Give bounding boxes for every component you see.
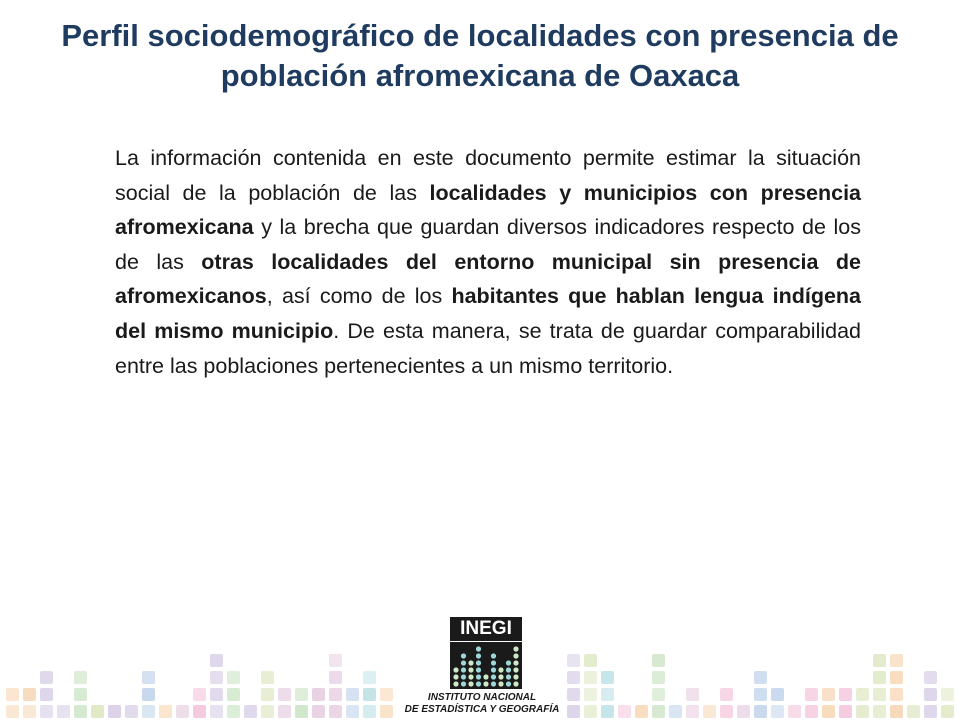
decorative-square — [771, 705, 784, 718]
decorative-square — [873, 671, 886, 684]
decorative-square — [363, 688, 376, 701]
decorative-square — [822, 705, 835, 718]
decorative-square — [890, 688, 903, 701]
decorative-square — [618, 705, 631, 718]
decorative-square — [329, 688, 342, 701]
decorative-square — [74, 688, 87, 701]
decorative-square — [720, 705, 733, 718]
decorative-square — [907, 705, 920, 718]
decorative-square — [6, 688, 19, 701]
decorative-square — [873, 705, 886, 718]
decorative-square — [567, 671, 580, 684]
decorative-square — [227, 705, 240, 718]
decorative-square — [142, 705, 155, 718]
body-highlight-1: localidades y municipios con presencia afromexicana — [115, 180, 862, 240]
logo-wordmark: INEGI — [450, 617, 522, 641]
decorative-square — [6, 705, 19, 718]
decorative-square — [329, 654, 342, 667]
decorative-square — [805, 705, 818, 718]
body-text-3: , así como de los — [266, 284, 452, 309]
decorative-square — [346, 705, 359, 718]
decorative-square — [635, 705, 648, 718]
decorative-square — [261, 671, 274, 684]
decorative-square — [23, 705, 36, 718]
decorative-square — [873, 688, 886, 701]
decorative-square — [125, 705, 138, 718]
decorative-square — [210, 688, 223, 701]
decorative-square — [754, 688, 767, 701]
decorative-square — [567, 688, 580, 701]
decorative-square — [788, 705, 801, 718]
body-text-2: y la brecha que guardan diversos indicadores respecto de los de las — [115, 215, 861, 274]
slide-title: Perfil sociodemográfico de localidades con presencia de población afromexicana de Oaxaca — [61, 18, 899, 93]
decorative-square — [703, 705, 716, 718]
decorative-square — [23, 688, 36, 701]
decorative-square — [601, 705, 614, 718]
decorative-square — [839, 705, 852, 718]
decorative-square — [57, 705, 70, 718]
decorative-square — [176, 705, 189, 718]
decorative-square — [941, 705, 954, 718]
decorative-square — [567, 654, 580, 667]
decorative-square — [652, 671, 665, 684]
decorative-square — [142, 688, 155, 701]
decorative-square — [363, 671, 376, 684]
decorative-square — [924, 671, 937, 684]
decorative-square — [686, 688, 699, 701]
decorative-square — [210, 671, 223, 684]
decorative-square — [74, 705, 87, 718]
decorative-square — [822, 688, 835, 701]
decorative-square — [652, 705, 665, 718]
decorative-square — [856, 705, 869, 718]
decorative-square — [193, 705, 206, 718]
decorative-square — [924, 705, 937, 718]
decorative-square — [686, 705, 699, 718]
decorative-square — [941, 688, 954, 701]
decorative-square — [601, 688, 614, 701]
decorative-square — [652, 688, 665, 701]
decorative-square — [380, 688, 393, 701]
decorative-square — [261, 705, 274, 718]
decorative-square — [40, 688, 53, 701]
decorative-square — [856, 688, 869, 701]
decorative-square — [91, 705, 104, 718]
decorative-square — [737, 705, 750, 718]
decorative-square — [210, 705, 223, 718]
decorative-square — [890, 705, 903, 718]
decorative-square — [924, 688, 937, 701]
decorative-square — [584, 671, 597, 684]
body-text-4: . De esta manera, se trata de guardar comparabilidad entre las poblaciones pertenecientes a un mismo territorio. — [115, 318, 862, 378]
decorative-square — [329, 671, 342, 684]
logo-line-1: INSTITUTO NACIONAL — [427, 692, 537, 703]
inegi-logo — [404, 614, 560, 718]
body-paragraph — [115, 141, 861, 383]
decorative-square — [312, 688, 325, 701]
decorative-square — [584, 688, 597, 701]
decorative-square — [669, 705, 682, 718]
body-highlight-2: otras localidades del entorno municipal sin presencia de afromexicanos — [115, 249, 861, 309]
decorative-square — [584, 705, 597, 718]
decorative-square — [771, 688, 784, 701]
decorative-square — [193, 688, 206, 701]
decorative-square — [40, 705, 53, 718]
decorative-square — [108, 705, 121, 718]
logo-line-2: DE ESTADÍSTICA Y GEOGRAFÍA — [404, 704, 560, 715]
decorative-square — [346, 688, 359, 701]
decorative-square — [261, 688, 274, 701]
decorative-square — [278, 705, 291, 718]
decorative-square — [329, 705, 342, 718]
decorative-square — [227, 688, 240, 701]
decorative-square — [567, 705, 580, 718]
decorative-square — [601, 671, 614, 684]
body-text-1: La información contenida en este documento permite estimar la situación social de la población de las — [115, 146, 861, 205]
decorative-square — [227, 671, 240, 684]
logo-emblem-icon — [450, 642, 522, 689]
decorative-square — [278, 688, 291, 701]
decorative-square — [890, 671, 903, 684]
decorative-square — [142, 671, 155, 684]
body-highlight-3: habitantes que hablan lengua indígena del mismo municipio — [115, 284, 862, 343]
decorative-square — [720, 688, 733, 701]
decorative-square — [873, 654, 886, 667]
decorative-square — [295, 688, 308, 701]
decorative-square — [754, 671, 767, 684]
decorative-square — [363, 705, 376, 718]
decorative-square — [244, 705, 257, 718]
decorative-square — [40, 671, 53, 684]
decorative-square — [584, 654, 597, 667]
decorative-square — [210, 654, 223, 667]
decorative-square — [839, 688, 852, 701]
decorative-square — [380, 705, 393, 718]
decorative-square — [295, 705, 308, 718]
decorative-square — [805, 688, 818, 701]
decorative-square — [754, 705, 767, 718]
decorative-square — [312, 705, 325, 718]
decorative-square — [890, 654, 903, 667]
decorative-square — [652, 654, 665, 667]
decorative-square — [159, 705, 172, 718]
decorative-square — [74, 671, 87, 684]
